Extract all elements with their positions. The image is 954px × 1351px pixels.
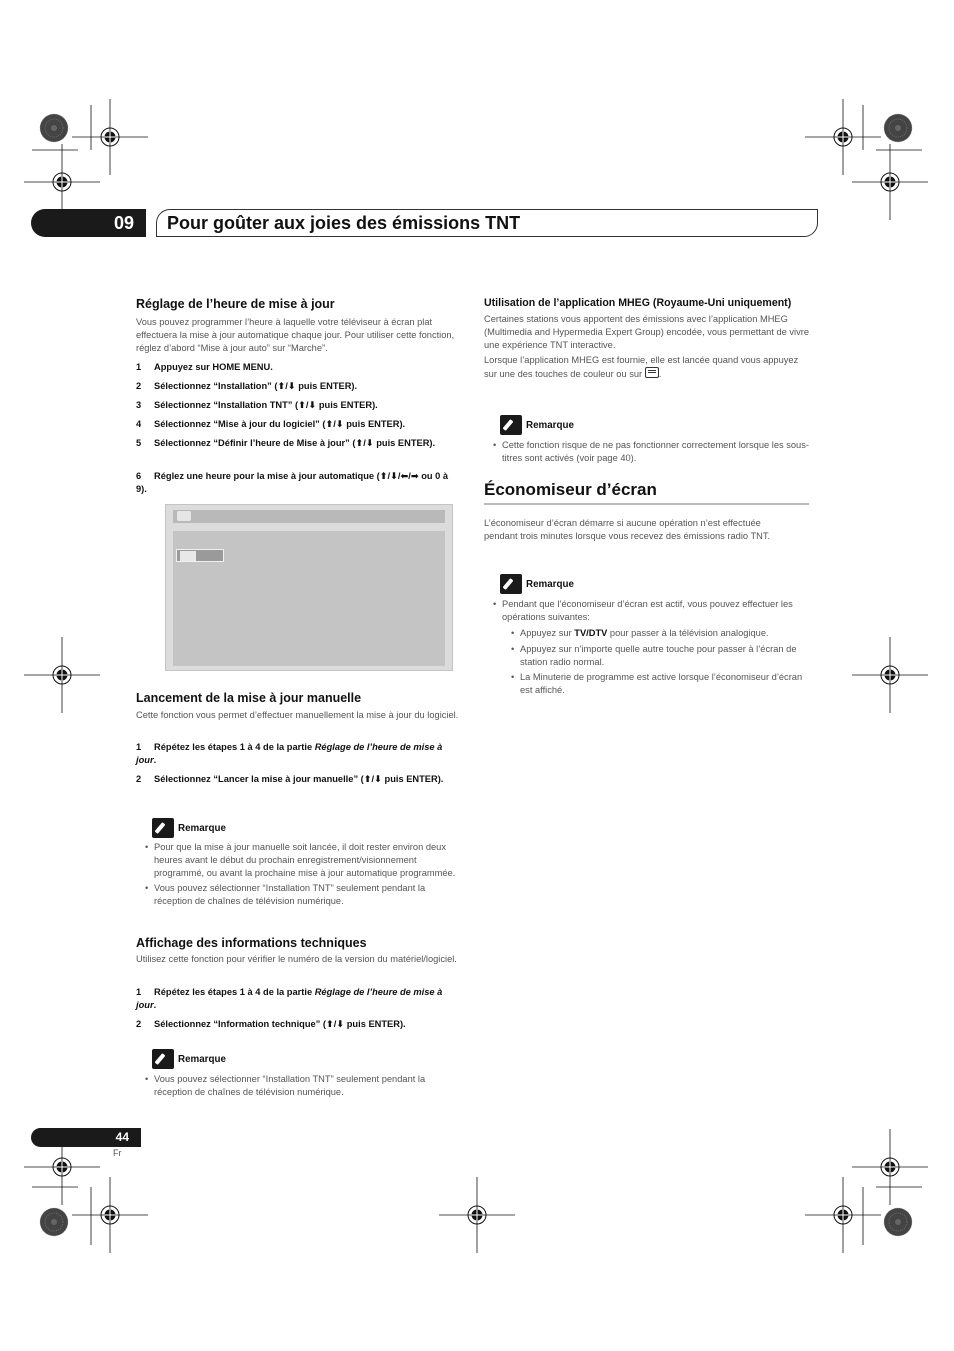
section-title: Utilisation de l’application MHEG (Royaume-Uni uniquement): [484, 297, 792, 309]
language-code: Fr: [113, 1148, 122, 1158]
note-header: Remarque: [500, 415, 574, 435]
note-pencil-icon: [500, 574, 522, 594]
step-4: 4 Sélectionnez “Mise à jour du logiciel” (⬆/⬇ puis ENTER).: [136, 419, 406, 429]
note-list: [484, 598, 810, 627]
section-title: Réglage de l’heure de mise à jour: [136, 297, 335, 311]
menu-icon: [177, 511, 191, 521]
chapter-title: Pour goûter aux joies des émissions TNT: [156, 209, 818, 237]
note-header: Remarque: [152, 1049, 226, 1069]
section-rule: [484, 503, 809, 505]
note-header: Remarque: [500, 574, 574, 594]
step-1: 1 Appuyez sur HOME MENU.: [136, 362, 273, 372]
paragraph: Certaines stations vous apportent des émissions avec l’application MHEG (Multimedia and Hypermedia Expert Group) encodée, vous permettant de vivre une expérience TNT interactive.: [484, 314, 810, 350]
note-item: • Pendant que l’économiseur d’écran est actif, vous pouvez effectuer les opérations suivantes:: [484, 598, 810, 624]
section-mheg: [484, 296, 810, 381]
paragraph: Lorsque l’application MHEG est fournie, elle est lancée quand vous appuyez sur une des touches de couleur ou sur .: [484, 355, 799, 380]
section-intro: Vous pouvez programmer l’heure à laquelle votre téléviseur à écran plat effectuera la mise à jour automatique chaque jour. Pour utiliser cette fonction, réglez d’abord “Mise à jour auto” sur “Marche”.: [136, 317, 455, 353]
section-intro: Utilisez cette fonction pour vérifier le numéro de la version du matériel/logiciel.: [136, 954, 457, 964]
step-2: 2 Sélectionnez “Installation” (⬆/⬇ puis ENTER).: [136, 381, 358, 391]
note-pencil-icon: [500, 415, 522, 435]
note-header: Remarque: [152, 818, 226, 838]
note-item: • Pour que la mise à jour manuelle soit lancée, il doit rester environ deux heures avant le début du prochain enregistrement/visionnement programmé, ou avant la prochaine mise à jour automatique programmée.: [136, 841, 462, 879]
step-2: 2 Sélectionnez “Information technique” (⬆/⬇ puis ENTER).: [136, 1019, 406, 1029]
time-field: [176, 549, 224, 562]
step-2: 2 Sélectionnez “Lancer la mise à jour manuelle” (⬆/⬇ puis ENTER).: [136, 774, 444, 784]
step-1: 1 Répétez les étapes 1 à 4 de la partie Réglage de l’heure de mise à jour.: [136, 742, 443, 765]
text-key-icon: [645, 367, 659, 378]
step-3: 3 Sélectionnez “Installation TNT” (⬆/⬇ puis ENTER).: [136, 400, 378, 410]
chapter-number: 09: [31, 209, 146, 237]
section-manual-update: [136, 690, 462, 722]
note-item: • Vous pouvez sélectionner “Installation TNT” seulement pendant la réception de chaînes de télévision numérique.: [136, 1073, 462, 1099]
sub-note-item: • Appuyez sur TV/DTV pour passer à la télévision analogique.: [484, 627, 814, 640]
section-title: Affichage des informations techniques: [136, 936, 367, 950]
note-list: [136, 841, 462, 911]
sub-note-item: • La Minuterie de programme est active lorsque l’économiseur d’écran est affiché.: [484, 671, 814, 697]
sub-note-list: [484, 627, 814, 700]
section-intro: Cette fonction vous permet d’effectuer manuellement la mise à jour du logiciel.: [136, 710, 459, 720]
note-pencil-icon: [152, 818, 174, 838]
section-intro: L’économiseur d’écran démarre si aucune opération n’est effectuée pendant trois minutes lorsque vous recevez des émissions radio TNT.: [484, 518, 771, 541]
section-tech-info: [136, 935, 462, 966]
note-item: • Cette fonction risque de ne pas fonctionner correctement lorsque les sous-titres sont activés (voir page 40).: [484, 439, 810, 465]
note-item: • Vous pouvez sélectionner “Installation TNT” seulement pendant la réception de chaînes de télévision numérique.: [136, 882, 462, 908]
note-pencil-icon: [152, 1049, 174, 1069]
step-1: 1 Répétez les étapes 1 à 4 de la partie Réglage de l’heure de mise à jour.: [136, 987, 443, 1010]
menu-title-bar: [173, 510, 445, 523]
note-list: [484, 439, 810, 468]
section-update-time: [136, 296, 462, 354]
section-title: Lancement de la mise à jour manuelle: [136, 691, 362, 705]
tv-menu-screenshot: [165, 504, 453, 671]
note-list: [136, 1073, 462, 1102]
page-number: 44: [31, 1128, 141, 1147]
sub-note-item: • Appuyez sur n’importe quelle autre touche pour passer à l’écran de station radio normal.: [484, 643, 814, 669]
section-heading-screensaver: Économiseur d’écran: [484, 480, 657, 499]
step-6: 6 Réglez une heure pour la mise à jour automatique (⬆/⬇/⬅/➡ ou 0 à 9).: [136, 471, 449, 494]
step-5: 5 Sélectionnez “Définir l’heure de Mise à jour” (⬆/⬇ puis ENTER).: [136, 438, 436, 448]
